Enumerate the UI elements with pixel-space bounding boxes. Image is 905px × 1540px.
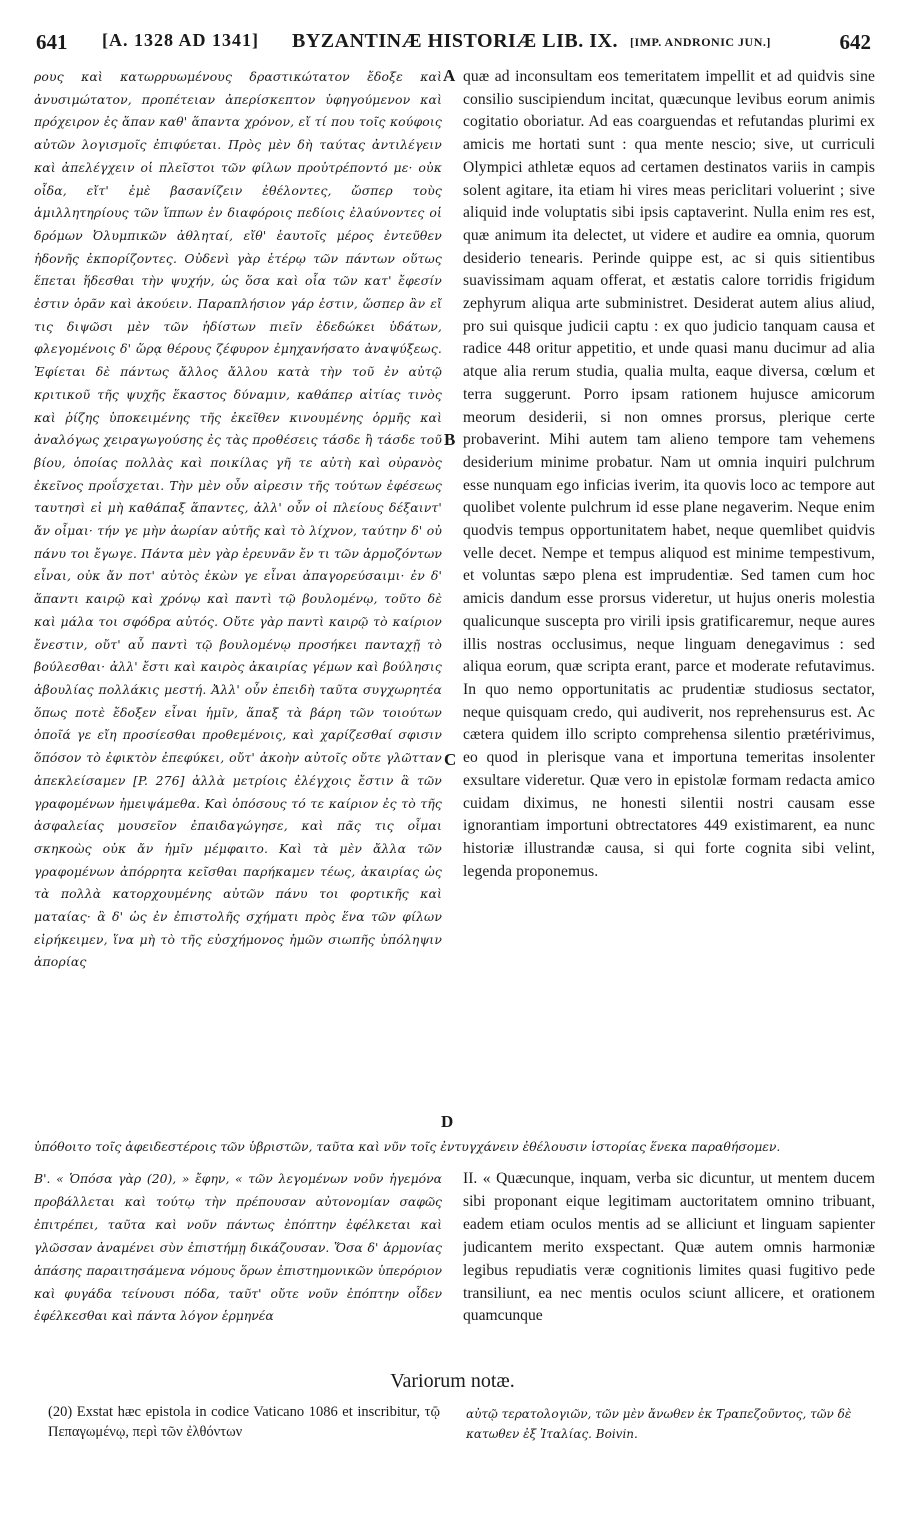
footnote-latin: (20) Exstat hæc epistola in codice Vaticano 1086 et inscribitur, τῷ Πεπαγωμένῳ, περὶ τῶν ἐλθόντων (48, 1404, 440, 1440)
date-range: [A. 1328 AD 1341] (102, 30, 259, 50)
footnote-greek: αὐτῷ τερατολογιῶν, τῶν μὲν ἄνωθεν ἐκ Τραπεζοῦντος, τῶν δὲ κατωθεν ἐξ Ἰταλίας. Boivin. (466, 1407, 852, 1441)
greek-section-2: Β'. « Ὁπόσα γὰρ (20), » ἔφην, « τῶν λεγομένων νοῦν ἡγεμόνα προβάλλεται καὶ τούτῳ τὴν πρέπουσαν αὐτονομίαν σαφῶς ἐπιτρέπει, ταῦτα καὶ νοῦν πάντως ἐπόπτην ἐφέλκεται καὶ γλῶσσαν ἀναμένει σὺν ἐπιστήμῃ δικάζουσαν. Ὅσα δ' ἁρμονίας ἁπάσης παραιτησάμενα νόμους ὅρων ἐπιστημονικῶν ὑπερόριον καὶ φυγάδα τείνουσι πόδα, ταῦτ' οὔτε νοῦν ἐπόπτην οἶδεν ἐφέλκεσθαι καὶ πάντα λόγον ἑρμηνέα (34, 1171, 442, 1324)
latin-text: quæ ad inconsultam eos temeritatem impellit et ad quidvis sine consilio suscipiendum incitat, quæcunque levibus eorum animis cogitatio oboriatur. Ad eas coarguendas et refutandas plurimi ex amicis me hortati sunt : qua mente nescio; sive, ut curriculi Olympici athletæ equos ad certamen destinatos variis in campis solent agitare, ita etiam hi vires meas periclitari voluerint ; sive aliquid inde voluptatis sibi ipsis captaverint. Nulla enim res est, quæ animum ita delectet, ut videre et audire ea omnia, quorum desiderio tenearis. Perinde quippe est, ac si quis sitientibus suavissimam aquam offerat, et æstatis calore torridis frigidum zephyrum aliqua arte subministret. Desiderat autem alius aliud, pro sui quisque judicii captu : ex quo judicio tanquam causa et radice 448 oritur appetitio, et unde quasi manu ducimur ad alia atque alia rerum studia, qualia multa, eaque diversa, cœlum et terra suggerunt. Porro ipsam rationem hujusce amicorum meorum desiderii, si non omnes prorsus, plerique certe probaverint. Mihi autem tam alieno tempore tam vehemens desiderium minime probatur. Nam ut omnia inquiri pulchrum esse nunquam ego inficias iverim, ita quovis loco ac tempore aut quolibet volente pulchrum id esse plane negaverim. Neque enim quodvis tempus opportunitatem habet, neque quemlibet quidvis velle decet. Nempe et tempus aliquod est minime tempestivum, et voluntas sæpo plena est imprudentiæ. Sed tamen cum hoc amicis dandum esse prorsus videretur, ut hujus oneris molestia qualicunque suscepta pro virili ipsis gratificaremur, neque aures illis nostras occlusimus, neque linguam denegavimus : sed aliqua eorum, quæ scripta erant, parce et moderate refutavimus. In quo nemo opportunitatis ac prudentiæ studiosus sectator, neque quisquam credo, qui audiverit, nos reprehensurus est. Ac cætera quidem illo scripto comprehensa silentio prætérivimus, eo quod in plerisque vana et importuna temeritas insolenter exsultare videretur. Quæ vero in epistolæ formam redacta amico cuidam diximus, ne honesti silentii nostri causam esse ignorantiam importuni obtrectatores 449 existimarent, ea nunc historiæ illustrandæ causa, si qui forte cognita sibi velint, legenda proponemus. (463, 68, 875, 880)
running-title: BYZANTINÆ HISTORIÆ LIB. IX. (292, 30, 618, 52)
page-number-left: 641 (36, 30, 68, 54)
emperor-label: [IMP. ANDRONIC JUN.] (630, 35, 771, 49)
greek-bridge-line: ὑπόθοιτο τοῖς ἀφειδεστέροις τῶν ὑβριστῶν, ταῦτα καὶ νῦν τοῖς ἐντυγχάνειν ἐθέλουσιν ἱστορίας ἕνεκα παραθήσομεν. (34, 1139, 781, 1154)
margin-letter-b: B (444, 430, 456, 449)
margin-letter-d: D (441, 1112, 454, 1131)
notes-heading: Variorum notæ. (390, 1370, 515, 1392)
page-number-right: 642 (839, 30, 871, 54)
greek-text: ρους καὶ κατωρρυωμένους δραστικώτατον ἔδοξε καὶ ἀνυσιμώτατον, προπέτειαν ἀπερίσκεπτον ὑφηγούμενον καὶ πρόχειρον ἐς ἅπαν καθ' ἅπαντα χρόνον, εἴ τί που τοῖς κούφοις αὐτῶν λογισμοῖς ἐπιφύεται. Πρὸς μὲν δὴ ταύτας ἀντιλέγειν καὶ ἀπελέγχειν οἱ πλεῖστοι τῶν φίλων προὐτρέποντό με· οὐκ οἶδα, εἴτ' ἐμὲ βασανίζειν ἐθέλοντες, ὥσπερ τοὺς ἁμιλλητηρίους τῶν ἵππων ἐν διαφόροις πεδίοις ἐλαύνοντες οἱ δρόμων Ὀλυμπικῶν ἀθληταί, εἴθ' ἑαυτοῖς μέρος ἐντεῦθεν ἡδονῆς ἐκπορίζοντες. Οὐδενὶ γὰρ ἑτέρῳ τῶν πάντων οὕτως ἕπεται ἥδεσθαι τὴν ψυχήν, ὡς ὅσα καὶ οἷα τῶν κατ' ἔφεσίν ἐστιν ὁρᾶν καὶ ἀκούειν. Παραπλήσιον γάρ ἐστιν, ὥσπερ ἂν εἴ τις διψῶσι μὲν τῶν ἡδίστων πιεῖν ἐδεδώκει ὑδάτων, φλεγομένοις δ' ὥρᾳ θέρους ζέφυρον ἐμηχανήσατο ἀναψύξεως. Ἐφίεται δὲ πάντως ἄλλος ἄλλου κατὰ τὴν τοῦ ἐν αὐτῷ κριτικοῦ τῆς ψυχῆς ἕκαστος δύναμιν, καθάπερ αἰτίας τινὸς καὶ ῥίζης ὑποκειμένης τῆς ἐκεῖθεν κινουμένης ὁρμῆς καὶ ἀναλόγως χειραγωγούσης ἐς τὰς προθέσεις τάσδε ἢ τάσδε τοῦ βίου, ὁποίας πολλὰς καὶ ποικίλας γῆ τε αὐτὴ καὶ οὐρανὸς ἐκεῖνος προΐσχεται. Τὴν μὲν οὖν αἰρεσιν τῆς τούτων ἐφέσεως ταυτησὶ εἰ μὴ καθάπαξ ἅπαντες, ἀλλ' οὖν οἱ πλείους δέξαιντ' ἄν οἶμαι· τήν γε μὴν ἀωρίαν αὐτῆς καὶ τὸ λίχνον, ταύτην δ' οὐ πάνυ τοι ἔγωγε. Πάντα μὲν γὰρ ἐρευνᾶν ἔν τι τῶν ἁρμοζόντων εἶναι, οὐκ ἄν ποτ' αὐτὸς ἑκὼν γε εἶναι ἀπαγορεύσαιμι· ἐν δ' ἅπαντι καιρῷ καὶ χρόνῳ καὶ παντὶ τῷ βουλομένῳ, τοῦτο δὲ καὶ μάλα τοι σφόδρα αὐτός. Οὔτε γὰρ παντὶ καιρῷ τὸ καίριον ἔνεστιν, οὔτ' αὖ παντὶ τῷ βουλομένῳ προσήκει πανταχῇ τὸ βούλεσθαι· ἀλλ' ἔστι καὶ καιρὸς ἀκαιρίας γέμων καὶ βούλησις ἀβουλίας πολλάκις μεστή. Ἀλλ' οὖν ἐπειδὴ ταῦτα συγχωρητέα ὅπως ποτὲ ἔδοξεν εἶναι ἡμῖν, ἅπαξ τὰ βάρη τῶν τοιούτων ὁποῖά γε εἴη προσίεσθαι προθεμένοις, καὶ χαρίζεσθαί σφισιν ὅπόσον τὸ ἐφικτὸν ἐπεφύκει, οὔτ' ἀκοὴν αὐτοῖς οὔτε γλῶτταν ἀπεκλείσαμεν [P. 276] ἀλλὰ μετρίοις ἐλέγχοις ἔστιν ἃ τῶν γραφομένων ἠμειψάμεθα. Καὶ ὁπόσους τό τε καίριον ἐς τὸ τῆς ἀσφαλείας μουσεῖον ἐπαιδαγώγησε, καὶ πᾶς τις οἶμαι σκηκοὼς οὐκ ἄν ἡμῖν μέμφαιτο. Καὶ τὰ μὲν ἄλλα τῶν γραφομένων ἀπόρρητα κεῖσθαι παρήκαμεν τέως, ἀκαιρίας ὡς τὰ πολλὰ κατορχουμένης αὐτῶν πάνυ τοι φορτικῆς καὶ ματαίας· ἃ δ' ὡς ἐν ἐπιστολῆς σχήματι πρὸς ἕνα τῶν φίλων εἰρήκειμεν, ἵνα μὴ τὸ τῆς εὐσχήμονος ἡμῶν σιωπῆς ὑπόληψιν ἀπορίας (34, 69, 442, 970)
greek-column (34, 66, 442, 1156)
margin-letter-c: C (444, 750, 457, 769)
running-header (30, 30, 875, 60)
margin-letter-a: A (443, 66, 456, 85)
latin-column (463, 66, 875, 1134)
latin-section-2: II. « Quæcunque, inquam, verba sic dicuntur, ut mentem ducem sibi proponant eique legitimam auctoritatem omnino tribuant, eadem etiam oculos mentis ad se alliciunt et linguam sapienter judicantem merito exspectant. Quæ autem omnis harmoniæ legibus repudiatis veræ cognitionis limites quasi fugitivo pede transiliunt, ea nec mentis oculos sciunt allicere, et orationem quamcunque (463, 1170, 875, 1325)
